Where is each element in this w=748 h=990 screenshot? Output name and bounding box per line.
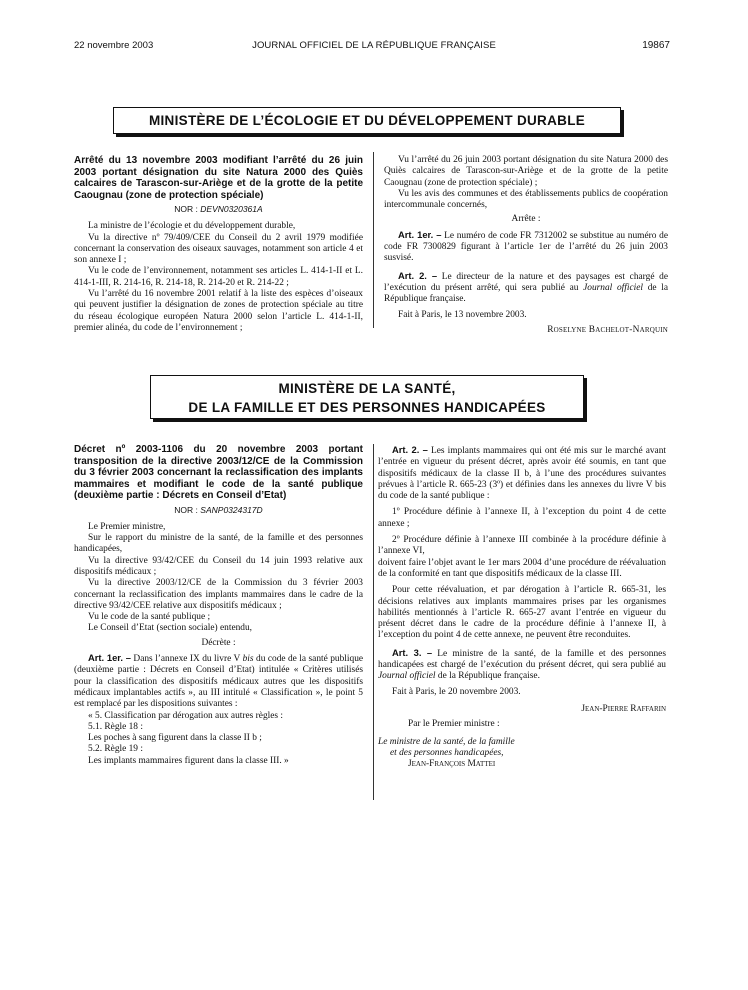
- procedure-1: 1º Procédure définie à l’annexe II, à l’exception du point 4 de cette annexe ;: [378, 507, 666, 529]
- par-premier-ministre: Par le Premier ministre :: [408, 719, 500, 730]
- decret-item: 5.2. Règle 19 :: [88, 744, 143, 755]
- decret-item: Les poches à sang figurent dans la classe II b ;: [88, 733, 262, 744]
- column-divider: [373, 444, 374, 800]
- page-number: 19867: [642, 40, 670, 51]
- decret-item: Les implants mammaires figurent dans la classe III. »: [88, 755, 289, 766]
- article-label: Art. 1er. –: [398, 228, 442, 240]
- column-divider: [373, 152, 374, 328]
- decrete-label: Décrète :: [201, 637, 236, 648]
- decret-signatures: [378, 704, 666, 770]
- ministry-sante-title-line1: MINISTÈRE DE LA SANTÉ,: [278, 381, 456, 396]
- arrete-signature: Roselyne Bachelot-Narquin: [547, 324, 668, 335]
- nor-label: NOR :: [174, 204, 198, 214]
- article-text: du code de la santé publique (deuxième partie : Décrets en Conseil d’Etat) intitulée « Critères utilisés pour la classification des dispositifs médicaux autres que les dispositifs médicaux implantables actifs », au III intitulé « Classification », le point 5 est remplacé par les dispositions suivantes :: [74, 654, 364, 710]
- arrete-para: Vu le code de l’environnement, notamment ses articles L. 414-1-II et L. 414-1-III, R. 214-16, R. 214-18, R. 214-20 et R. 214-22 ;: [74, 266, 363, 288]
- article-text: Les implants mammaires qui ont été mis sur le marché avant l’entrée en vigueur du présent décret, après avoir été soumis, en tant que dispositifs médicaux de la classe II b, à l’une des procédures suivantes prévues à l’article R. 665-23 (3º) et définies dans les annexes du livre V bis du code de la santé publique :: [378, 446, 667, 502]
- article-label: Art. 3. –: [392, 646, 433, 658]
- arrete-nor: [74, 204, 363, 215]
- decret-article-1: [74, 652, 363, 710]
- arrete-para: Vu les avis des communes et des établissements publics de coopération intercommunale concernés,: [384, 188, 668, 211]
- arrete-para: La ministre de l’écologie et du développement durable,: [88, 221, 296, 232]
- arrete-article-1: [384, 229, 668, 265]
- decret-para: Vu la directive 93/42/CEE du Conseil du 14 juin 1993 relative aux dispositifs médicaux ;: [74, 555, 363, 577]
- article-text: de la République française.: [384, 282, 669, 305]
- arrete-label: Arrête :: [511, 214, 541, 225]
- minister-title-line1: Le ministre de la santé, de la famille: [378, 736, 515, 747]
- decret-para: Sur le rapport du ministre de la santé, de la famille et des personnes handicapées,: [74, 533, 363, 555]
- arrete-column-left: [74, 155, 363, 334]
- decret-doivent: doivent faire l’objet avant le 1er mars 2004 d’une procédure de réévaluation de la conformité en tant que dispositifs médicaux de la classe III.: [378, 557, 666, 579]
- ministry-sante-heading: [150, 375, 584, 419]
- arrete-para: Vu la directive nº 79/409/CEE du Conseil du 2 avril 1979 modifiée concernant la conservation des oiseaux sauvages, notamment son article 4 et son annexe I ;: [74, 232, 363, 266]
- decret-para: Le Premier ministre,: [88, 521, 166, 532]
- decret-item: « 5. Classification par dérogation aux autres règles :: [88, 710, 283, 721]
- decret-title: Décret nº 2003-1106 du 20 novembre 2003 portant transposition de la directive 2003/12/CE de la Commission du 3 février 2003 concernant la reclassification des implants mammaires et modifiant le code de la santé publique (deuxième partie : Décrets en Conseil d’Etat): [74, 444, 363, 501]
- decret-para: Vu la directive 2003/12/CE de la Commission du 3 février 2003 concernant la reclassification des implants mammaires dans le cadre de la directive 93/42/CEE relative aux dispositifs médicaux ;: [74, 578, 363, 611]
- journal-officiel-italic: Journal officiel: [583, 282, 644, 293]
- bis-italic: bis: [242, 654, 254, 665]
- decret-para: Le Conseil d’Etat (section sociale) entendu,: [88, 623, 253, 634]
- article-text: Le directeur de la nature et des paysages est chargé de l’exécution du présent arrêté, qui sera publié au: [384, 271, 669, 293]
- decret-fait: Fait à Paris, le 20 novembre 2003.: [392, 686, 521, 697]
- arrete-para: Vu l’arrêté du 16 novembre 2001 relatif à la liste des espèces d’oiseaux qui peuvent justifier la désignation de zones de protection spéciale au titre du réseau écologique européen Natura 2000 selon l’article L. 414-1-II, premier alinéa, du code de l’environnement ;: [74, 289, 363, 333]
- decret-nor: [74, 505, 363, 516]
- decret-article-3: [378, 647, 666, 683]
- decret-reevaluation: Pour cette réévaluation, et par dérogation à l’article R. 665-31, les décisions relatives aux implants mammaires prises par les organismes habilités mentionnés à l’article R. 665-27 avant l’entrée en vigueur du présent décret dans le cadre de la procédure définie à l’annexe II, à l’exception du point 4 de cette annexe, ne peuvent être reconduites.: [378, 585, 666, 641]
- article-text: Le numéro de code FR 7312002 se substitue au numéro de code FR 7300829 figurant à l’article 1er de l’arrêté du 26 juin 2003 susvisé.: [384, 230, 668, 264]
- nor-label: NOR :: [174, 504, 198, 515]
- ministry-ecologie-heading: [113, 107, 621, 134]
- decret-item: 5.1. Règle 18 :: [88, 721, 143, 732]
- arrete-para: Vu l’arrêté du 26 juin 2003 portant désignation du site Natura 2000 des Quiès calcaires de Tarascon-sur-Ariège et de la grotte de la petite Caougnau (zone de protection spéciale) ;: [384, 155, 668, 188]
- arrete-title: Arrêté du 13 novembre 2003 modifiant l’arrêté du 26 juin 2003 portant désignation du site Natura 2000 des Quiès calcaires de Tarascon-sur-Ariège et de la grotte de la petite Caougnau (zone de protection spéciale): [74, 155, 363, 201]
- signature-ministre-sante: Jean-François Mattei: [408, 759, 496, 770]
- arrete-fait: Fait à Paris, le 13 novembre 2003.: [398, 309, 527, 320]
- decret-column-right: [378, 444, 666, 770]
- arrete-column-right: [384, 155, 668, 336]
- journal-title: JOURNAL OFFICIEL DE LA RÉPUBLIQUE FRANÇAISE: [252, 40, 496, 51]
- article-text: Le ministre de la santé, de la famille et des personnes handicapées est chargé de l’exécution du présent décret, qui sera publié au: [378, 648, 666, 671]
- procedure-2: 2º Procédure définie à l’annexe III combinée à la procédure définie à l’annexe VI,: [378, 535, 666, 557]
- article-label: Art. 1er. –: [88, 652, 131, 664]
- article-label: Art. 2. –: [392, 444, 428, 455]
- header-date: 22 novembre 2003: [74, 40, 154, 51]
- article-label: Art. 2. –: [398, 269, 438, 281]
- nor-code: DEVN0320361A: [200, 204, 263, 214]
- decret-para: Vu le code de la santé publique ;: [88, 612, 211, 623]
- decret-column-left: [74, 444, 363, 767]
- article-text: de la République française.: [437, 671, 540, 682]
- ministry-ecologie-title: MINISTÈRE DE L’ÉCOLOGIE ET DU DÉVELOPPEMENT DURABLE: [148, 113, 586, 128]
- journal-officiel-italic: Journal officiel: [378, 671, 436, 682]
- arrete-article-2: [384, 270, 668, 306]
- ministry-sante-title-line2: DE LA FAMILLE ET DES PERSONNES HANDICAPÉES: [188, 400, 546, 415]
- signature-premier-ministre: Jean-Pierre Raffarin: [581, 703, 666, 714]
- nor-code: SANP0324317D: [200, 504, 263, 515]
- decret-article-2: [378, 444, 666, 502]
- article-text: Dans l’annexe IX du livre V: [133, 654, 241, 665]
- minister-title-line2: et des personnes handicapées,: [390, 747, 504, 758]
